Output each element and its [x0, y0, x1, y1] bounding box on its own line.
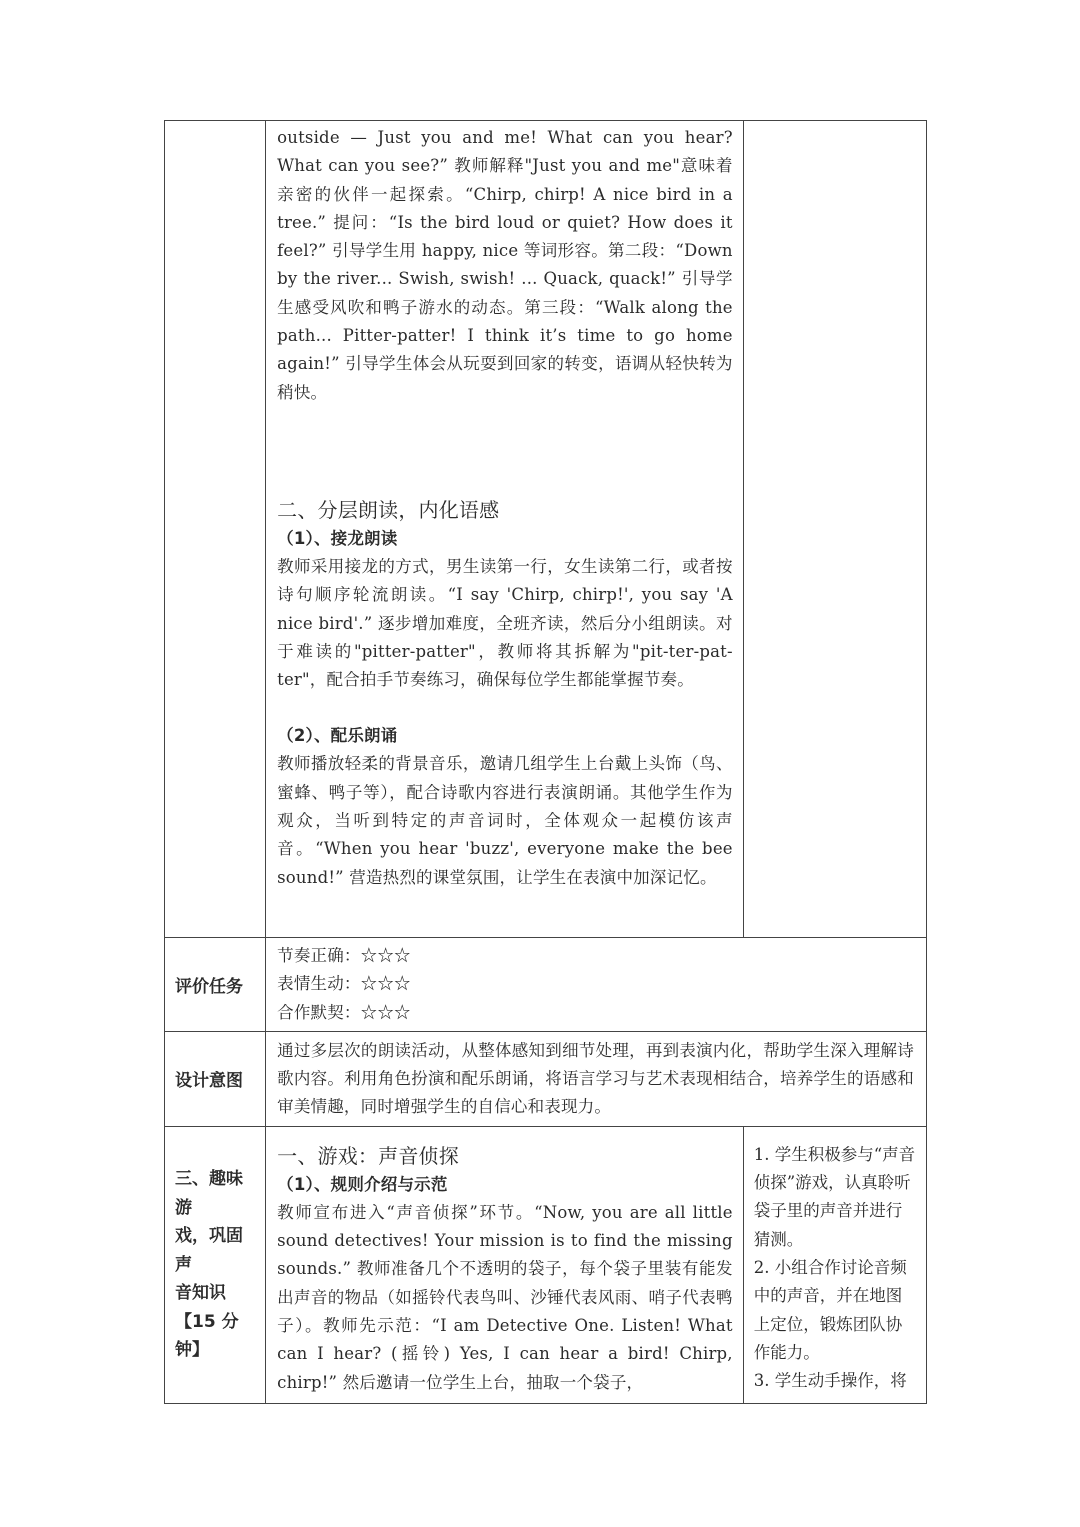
- chain-reading-paragraph: 教师采用接龙的方式，男生读第一行，女生读第二行，或者按诗句顺序轮流朗读。“I say 'Chirp, chirp!', you say 'A nice bird'.” 逐步增加难度，全班齐读，然后分小组朗读。对于难读的"pitter-patter"，教师将其拆解为"pit-ter-pat-ter"，配合拍手节奏练习，确保每位学生都能掌握节奏。: [277, 556, 733, 690]
- evaluation-item: 节奏正确：☆☆☆: [277, 946, 411, 965]
- design-intent-row: [165, 1031, 927, 1126]
- design-label: 设计意图: [175, 1071, 243, 1092]
- reading-activity-row: [165, 121, 927, 938]
- lesson-plan-table: [164, 120, 927, 1404]
- design-label-cell: [165, 1031, 266, 1126]
- design-intent-paragraph: 通过多层次的朗读活动，从整体感知到细节处理，再到表演内化，帮助学生深入理解诗歌内容。利用角色扮演和配乐朗诵，将语言学习与艺术表现相结合，培养学生的语感和审美情趣，同时增强学生的自信心和表现力。: [277, 1040, 914, 1117]
- stage3-label-line: 戏，巩固声: [175, 1226, 243, 1275]
- student-activity-item: 1. 学生积极参与“声音侦探”游戏，认真聆听袋子里的声音并进行猜测。: [753, 1144, 916, 1249]
- evaluation-label-cell: [165, 938, 266, 1032]
- teacher-activity-cell: [266, 121, 744, 938]
- evaluation-label: 评价任务: [175, 976, 243, 997]
- section-heading-layered-reading: 二、分层朗读，内化语感: [277, 497, 500, 522]
- section-heading-sound-detective: 一、游戏：声音侦探: [277, 1143, 459, 1168]
- student-activity-item: 2. 小组合作讨论音频中的声音，并在地图上定位，锻炼团队协作能力。: [753, 1257, 907, 1362]
- game-stage-row: [165, 1126, 927, 1403]
- student-activity-cell-empty: [743, 121, 926, 938]
- stage3-student-cell: [743, 1126, 926, 1403]
- subheading-chain-reading: （1）、接龙朗读: [277, 528, 398, 548]
- evaluation-row: [165, 938, 927, 1032]
- stage-label-cell-empty: [165, 121, 266, 938]
- sound-detective-paragraph: 教师宣布进入“声音侦探”环节。“Now, you are all little sound detectives! Your mission is to find the missing sounds.” 教师准备几个不透明的袋子，每个袋子里装有能发出声音的物品（如摇铃代表鸟叫、沙锤代表风雨、哨子代表鸭子）。教师先示范：“I am Detective One. Listen! What can I hear? (摇铃) Yes, I can hear a bird! Chirp, chirp!” 然后邀请一位学生上台，抽取一个袋子，: [277, 1202, 733, 1392]
- evaluation-item: 表情生动：☆☆☆: [277, 974, 411, 994]
- evaluation-item: 合作默契：☆☆☆: [277, 1002, 411, 1022]
- evaluation-content-cell: [266, 938, 927, 1032]
- stage3-teacher-cell: [266, 1126, 744, 1403]
- stage3-label: [165, 1165, 265, 1365]
- subheading-rules-demo: （1）、规则介绍与示范: [277, 1174, 448, 1194]
- poem-guidance-paragraph: outside — Just you and me! What can you hear? What can you see?” 教师解释"Just you and me"意味着亲密的伙伴一起探索。“Chirp, chirp! A nice bird in a tree.” 提问：“Is the bird loud or quiet? How does it feel?” 引导学生用 happy, nice 等词形容。第二段：“Down by the river... Swish, swish! ... Quack, quack!” 引导学生感受风吹和鸭子游水的动态。第三段：“Walk along the path... Pitter-patter! I think it’s time to go home again!” 引导学生体会从玩耍到回家的转变，语调从轻快转为稍快。: [277, 128, 733, 402]
- student-activity-item: 3. 学生动手操作，将: [753, 1371, 907, 1391]
- stage3-label-cell: [165, 1126, 266, 1403]
- design-content-cell: [266, 1031, 927, 1126]
- subheading-music-recitation: （2）、配乐朗诵: [277, 726, 398, 746]
- stage3-label-line: 音知识: [175, 1283, 226, 1304]
- stage3-label-line: 【15 分: [175, 1311, 239, 1332]
- stage3-label-line: 三、趣味游: [175, 1169, 243, 1218]
- stage3-label-line: 钟】: [175, 1340, 209, 1361]
- music-recitation-paragraph: 教师播放轻柔的背景音乐，邀请几组学生上台戴上头饰（鸟、蜜蜂、鸭子等），配合诗歌内容进行表演朗诵。其他学生作为观众，当听到特定的声音词时，全体观众一起模仿该声音。“When you hear 'buzz', everyone make the bee sound!” 营造热烈的课堂氛围，让学生在表演中加深记忆。: [277, 754, 733, 887]
